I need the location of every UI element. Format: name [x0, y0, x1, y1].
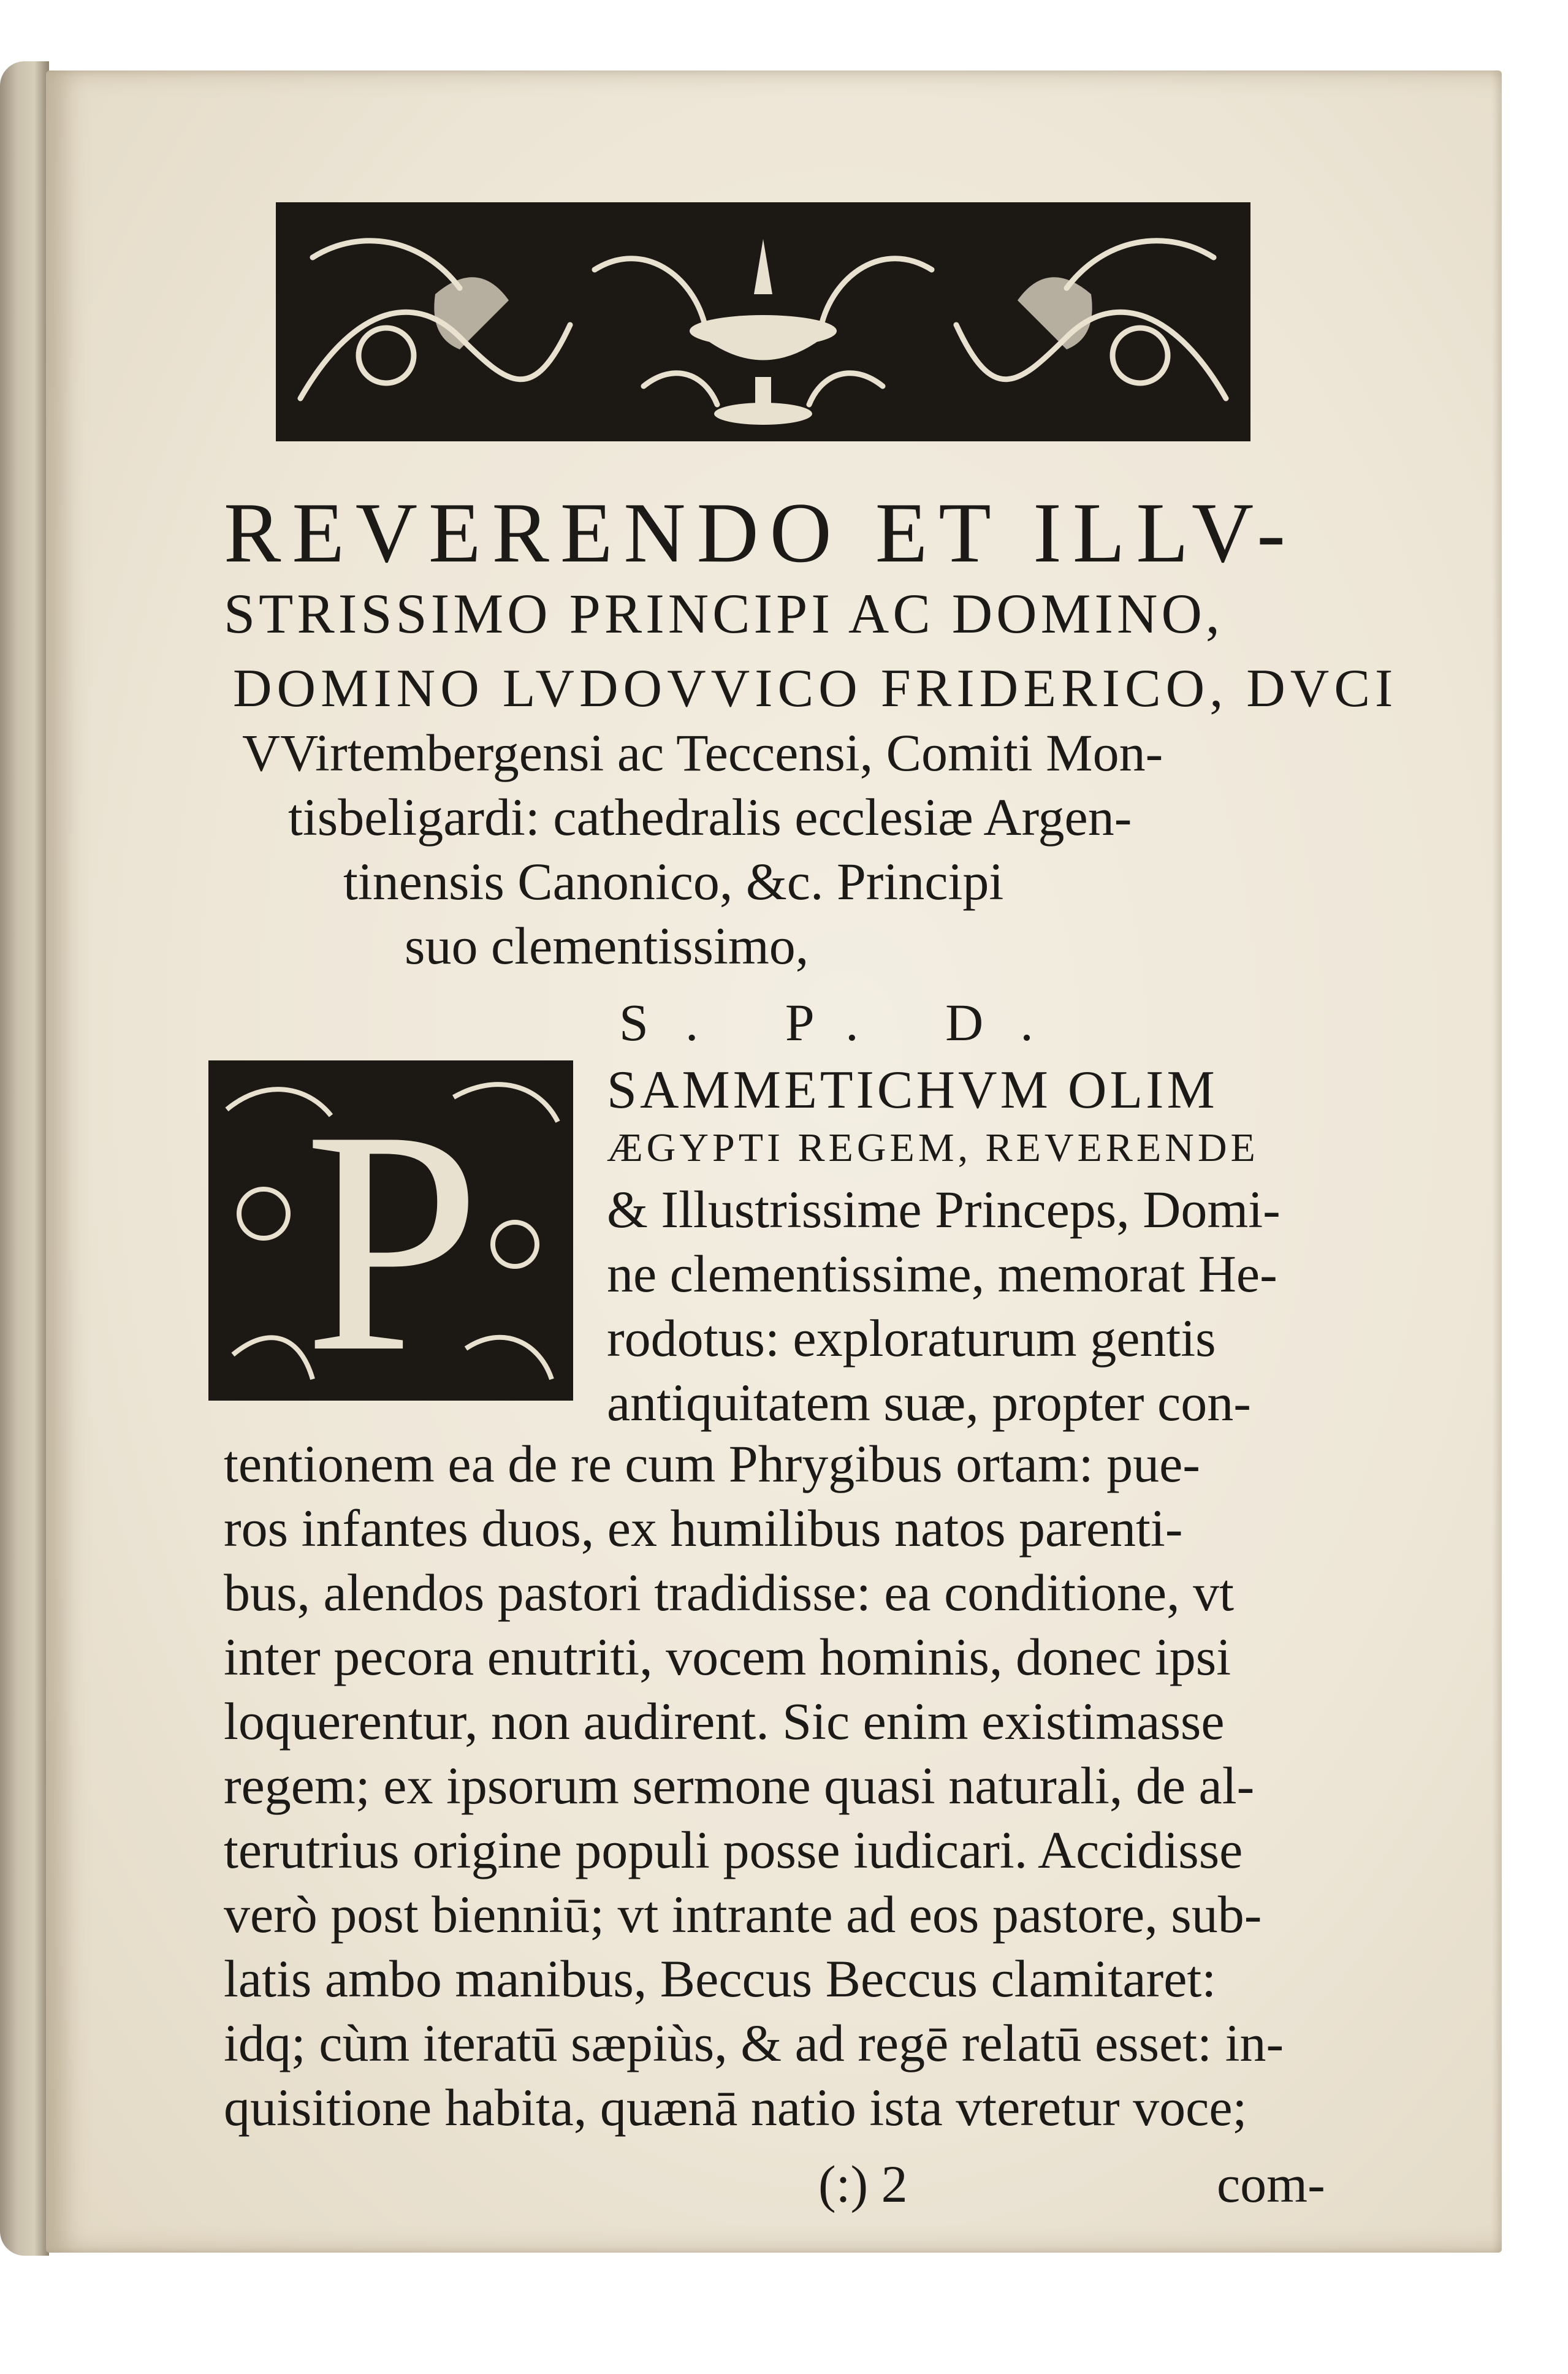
text-line-5: rodotus: exploraturum gentis: [607, 1309, 1216, 1368]
address-line-2: tisbeligardi: cathedralis ecclesiæ Argen-: [288, 788, 1132, 846]
text-line-17: quisitione habita, quænā natio ista vteretur voce;: [224, 2078, 1247, 2137]
text-line-9: bus, alendos pastori tradidisse: ea conditione, vt: [224, 1563, 1234, 1622]
catchword: com-: [1217, 2155, 1325, 2213]
signature-mark: (:) 2: [818, 2155, 908, 2213]
address-line-3: tinensis Canonico, &c. Principi: [343, 852, 1004, 911]
text-line-1: SAMMETICHVM OLIM: [607, 1060, 1218, 1120]
woodcut-headpiece-ornament: [276, 202, 1250, 441]
dedication-title-line-3: DOMINO LVDOVVICO FRIDERICO, DVCI: [233, 659, 1398, 718]
text-line-4: ne clementissime, memorat He-: [607, 1244, 1277, 1303]
text-line-8: ros infantes duos, ex humilibus natos parenti-: [224, 1499, 1183, 1558]
text-line-16: idq; cùm iteratū sæpiùs, & ad regē relatū esset: in-: [224, 2014, 1284, 2072]
facing-page-edge: [0, 61, 49, 2256]
decorated-initial-p: [208, 1060, 573, 1401]
text-line-2: ÆGYPTI REGEM, REVERENDE: [607, 1125, 1259, 1170]
text-line-13: terutrius origine populi posse iudicari. Accidisse: [224, 1820, 1243, 1879]
address-line-1: VVirtembergensi ac Teccensi, Comiti Mon-: [242, 723, 1163, 782]
address-line-4: suo clementissimo,: [405, 916, 809, 975]
text-line-14: verò post bienniū; vt intrante ad eos pastore, sub-: [224, 1885, 1262, 1944]
initial-letter: P: [303, 1065, 481, 1401]
text-line-12: regem; ex ipsorum sermone quasi naturali, de al-: [224, 1756, 1255, 1815]
salutation: S. P. D.: [619, 993, 1070, 1052]
text-line-3: & Illustrissime Princeps, Domi-: [607, 1180, 1281, 1239]
dedication-title-line-2: STRISSIMO PRINCIPI AC DOMINO,: [224, 582, 1224, 645]
text-line-6: antiquitatem suæ, propter con-: [607, 1373, 1251, 1432]
text-line-11: loquerentur, non audirent. Sic enim existimasse: [224, 1692, 1225, 1751]
text-line-10: inter pecora enutriti, vocem hominis, donec ipsi: [224, 1627, 1231, 1686]
text-line-7: tentionem ea de re cum Phrygibus ortam: pue-: [224, 1434, 1200, 1493]
text-line-15: latis ambo manibus, Beccus Beccus clamitaret:: [224, 1949, 1217, 2008]
dedication-title-line-1: REVERENDO ET ILLV-: [224, 485, 1296, 580]
